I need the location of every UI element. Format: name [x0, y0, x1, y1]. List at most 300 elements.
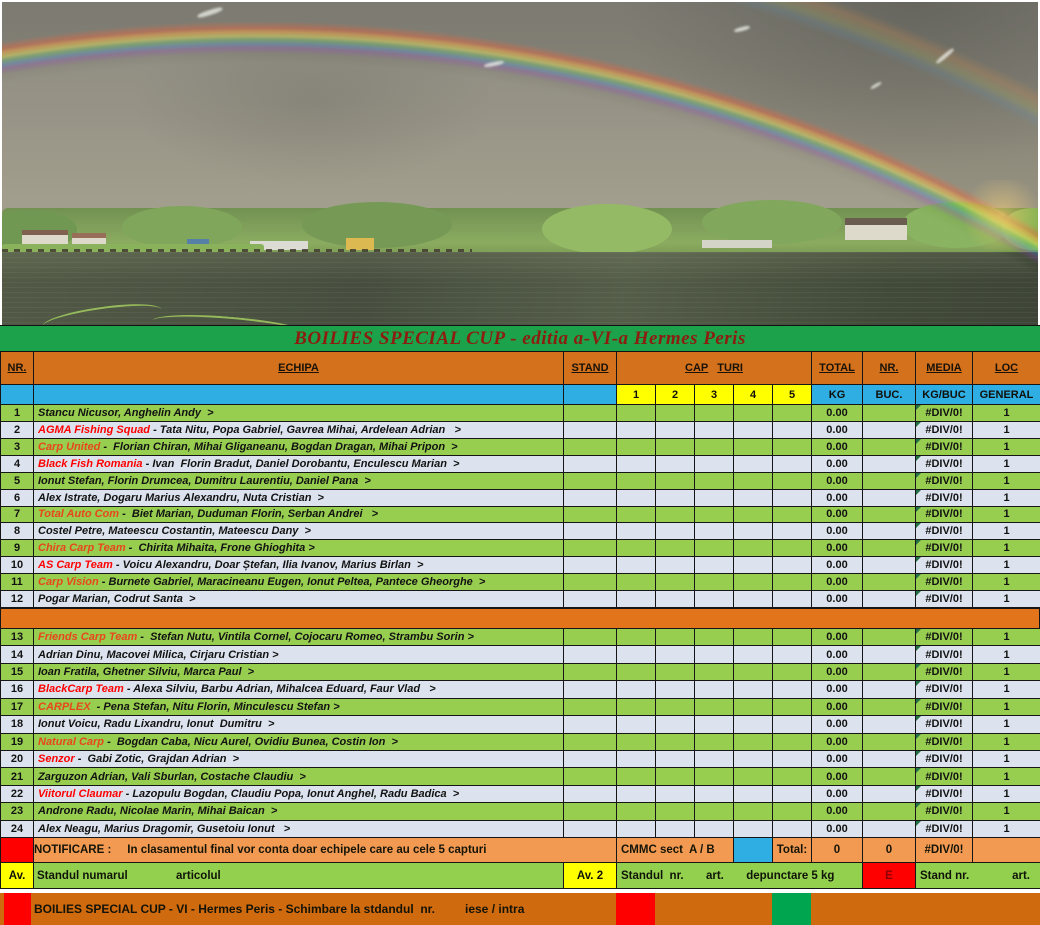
capture-5-cell[interactable]: [773, 768, 812, 785]
media-cell[interactable]: #DIV/0!: [916, 540, 973, 557]
capture-3-cell[interactable]: [695, 507, 734, 524]
capture-1-cell[interactable]: [617, 646, 656, 663]
capture-1-cell[interactable]: [617, 716, 656, 733]
capture-4-cell[interactable]: [734, 681, 773, 698]
loc-cell[interactable]: 1: [973, 716, 1040, 733]
total-kg-cell[interactable]: 0.00: [812, 456, 863, 473]
row-number[interactable]: 18: [1, 716, 34, 733]
loc-cell[interactable]: 1: [973, 629, 1040, 646]
stand-cell[interactable]: [564, 734, 617, 751]
media-cell[interactable]: #DIV/0!: [916, 473, 973, 490]
capture-5-cell[interactable]: [773, 456, 812, 473]
buc-cell[interactable]: [863, 540, 916, 557]
row-number[interactable]: 23: [1, 803, 34, 820]
buc-cell[interactable]: [863, 716, 916, 733]
media-cell[interactable]: #DIV/0!: [916, 629, 973, 646]
notification-blue-cell[interactable]: [734, 838, 773, 863]
team-cell[interactable]: [34, 456, 564, 473]
total-kg-cell[interactable]: 0.00: [812, 405, 863, 422]
buc-cell[interactable]: [863, 664, 916, 681]
capture-3-cell[interactable]: [695, 473, 734, 490]
loc-cell[interactable]: 1: [973, 507, 1040, 524]
capture-1-cell[interactable]: [617, 473, 656, 490]
capture-1-cell[interactable]: [617, 422, 656, 439]
row-number[interactable]: 6: [1, 490, 34, 507]
capture-4-cell[interactable]: [734, 540, 773, 557]
buc-cell[interactable]: [863, 803, 916, 820]
total-kg-cell[interactable]: 0.00: [812, 681, 863, 698]
row-number[interactable]: 24: [1, 821, 34, 838]
capture-4-cell[interactable]: [734, 557, 773, 574]
total-kg-cell[interactable]: 0.00: [812, 540, 863, 557]
capture-3-cell[interactable]: [695, 456, 734, 473]
media-cell[interactable]: #DIV/0!: [916, 456, 973, 473]
total-kg-cell[interactable]: 0.00: [812, 803, 863, 820]
capture-3-cell[interactable]: [695, 490, 734, 507]
capture-1-cell[interactable]: [617, 768, 656, 785]
total-kg-cell[interactable]: 0.00: [812, 699, 863, 716]
team-cell[interactable]: [34, 540, 564, 557]
row-number[interactable]: 2: [1, 422, 34, 439]
capture-4-cell[interactable]: [734, 507, 773, 524]
capture-3-cell[interactable]: [695, 557, 734, 574]
capture-1-cell[interactable]: [617, 574, 656, 591]
subheader-capture-2[interactable]: 2: [656, 385, 695, 405]
capture-4-cell[interactable]: [734, 456, 773, 473]
row-number[interactable]: 17: [1, 699, 34, 716]
capture-2-cell[interactable]: [656, 734, 695, 751]
team-cell[interactable]: [34, 574, 564, 591]
buc-cell[interactable]: [863, 507, 916, 524]
capture-4-cell[interactable]: [734, 803, 773, 820]
capture-2-cell[interactable]: [656, 664, 695, 681]
subheader-kgbuc[interactable]: KG/BUC: [916, 385, 973, 405]
capture-5-cell[interactable]: [773, 473, 812, 490]
stand-cell[interactable]: [564, 664, 617, 681]
buc-cell[interactable]: [863, 405, 916, 422]
team-cell[interactable]: [34, 646, 564, 663]
row-number[interactable]: 4: [1, 456, 34, 473]
capture-3-cell[interactable]: [695, 540, 734, 557]
capture-2-cell[interactable]: [656, 574, 695, 591]
media-cell[interactable]: #DIV/0!: [916, 507, 973, 524]
av-left-cell[interactable]: [34, 863, 564, 889]
stand-cell[interactable]: [564, 681, 617, 698]
total-kg-cell[interactable]: 0.00: [812, 490, 863, 507]
row-number[interactable]: 16: [1, 681, 34, 698]
media-cell[interactable]: #DIV/0!: [916, 786, 973, 803]
buc-cell[interactable]: [863, 591, 916, 608]
team-cell[interactable]: [34, 803, 564, 820]
total-kg-cell[interactable]: 0.00: [812, 523, 863, 540]
loc-cell[interactable]: 1: [973, 734, 1040, 751]
capture-3-cell[interactable]: [695, 574, 734, 591]
row-number[interactable]: 20: [1, 751, 34, 768]
capture-1-cell[interactable]: [617, 405, 656, 422]
row-number[interactable]: 3: [1, 439, 34, 456]
capture-3-cell[interactable]: [695, 734, 734, 751]
capture-4-cell[interactable]: [734, 646, 773, 663]
loc-cell[interactable]: 1: [973, 681, 1040, 698]
capture-4-cell[interactable]: [734, 490, 773, 507]
capture-4-cell[interactable]: [734, 629, 773, 646]
stand-cell[interactable]: [564, 422, 617, 439]
row-number[interactable]: 14: [1, 646, 34, 663]
total-kg-cell[interactable]: 0.00: [812, 716, 863, 733]
row-number[interactable]: 7: [1, 507, 34, 524]
capture-1-cell[interactable]: [617, 664, 656, 681]
capture-4-cell[interactable]: [734, 768, 773, 785]
capture-1-cell[interactable]: [617, 734, 656, 751]
buc-cell[interactable]: [863, 734, 916, 751]
footer-left-red-cell[interactable]: [4, 893, 31, 925]
buc-cell[interactable]: [863, 681, 916, 698]
capture-1-cell[interactable]: [617, 490, 656, 507]
capture-1-cell[interactable]: [617, 557, 656, 574]
buc-cell[interactable]: [863, 751, 916, 768]
capture-5-cell[interactable]: [773, 699, 812, 716]
media-cell[interactable]: #DIV/0!: [916, 699, 973, 716]
capture-3-cell[interactable]: [695, 422, 734, 439]
subheader-kg[interactable]: KG: [812, 385, 863, 405]
team-cell[interactable]: [34, 422, 564, 439]
team-cell[interactable]: [34, 439, 564, 456]
capture-4-cell[interactable]: [734, 574, 773, 591]
total-media-value[interactable]: #DIV/0!: [916, 838, 973, 863]
media-cell[interactable]: #DIV/0!: [916, 490, 973, 507]
subheader-buc[interactable]: BUC.: [863, 385, 916, 405]
buc-cell[interactable]: [863, 574, 916, 591]
loc-cell[interactable]: 1: [973, 768, 1040, 785]
header-media[interactable]: MEDIA: [916, 352, 973, 385]
stand-cell[interactable]: [564, 629, 617, 646]
stand-cell[interactable]: [564, 490, 617, 507]
capture-3-cell[interactable]: [695, 699, 734, 716]
loc-cell[interactable]: 1: [973, 523, 1040, 540]
team-cell[interactable]: [34, 786, 564, 803]
capture-5-cell[interactable]: [773, 439, 812, 456]
capture-1-cell[interactable]: [617, 751, 656, 768]
loc-cell[interactable]: 1: [973, 405, 1040, 422]
capture-5-cell[interactable]: [773, 821, 812, 838]
buc-cell[interactable]: [863, 768, 916, 785]
stand-cell[interactable]: [564, 821, 617, 838]
buc-cell[interactable]: [863, 786, 916, 803]
row-number[interactable]: 9: [1, 540, 34, 557]
capture-5-cell[interactable]: [773, 681, 812, 698]
media-cell[interactable]: #DIV/0!: [916, 557, 973, 574]
loc-cell[interactable]: 1: [973, 456, 1040, 473]
media-cell[interactable]: #DIV/0!: [916, 646, 973, 663]
capture-4-cell[interactable]: [734, 751, 773, 768]
stand-cell[interactable]: [564, 523, 617, 540]
capture-5-cell[interactable]: [773, 405, 812, 422]
row-number[interactable]: 21: [1, 768, 34, 785]
capture-5-cell[interactable]: [773, 490, 812, 507]
capture-2-cell[interactable]: [656, 821, 695, 838]
capture-5-cell[interactable]: [773, 591, 812, 608]
capture-2-cell[interactable]: [656, 591, 695, 608]
capture-2-cell[interactable]: [656, 490, 695, 507]
capture-4-cell[interactable]: [734, 786, 773, 803]
capture-3-cell[interactable]: [695, 786, 734, 803]
loc-cell[interactable]: 1: [973, 574, 1040, 591]
buc-cell[interactable]: [863, 523, 916, 540]
capture-4-cell[interactable]: [734, 699, 773, 716]
capture-2-cell[interactable]: [656, 439, 695, 456]
capture-2-cell[interactable]: [656, 540, 695, 557]
capture-5-cell[interactable]: [773, 629, 812, 646]
team-cell[interactable]: [34, 751, 564, 768]
media-cell[interactable]: #DIV/0!: [916, 574, 973, 591]
capture-5-cell[interactable]: [773, 751, 812, 768]
total-kg-cell[interactable]: 0.00: [812, 629, 863, 646]
capture-4-cell[interactable]: [734, 821, 773, 838]
subheader-empty-nr[interactable]: [1, 385, 34, 405]
stand-cell[interactable]: [564, 716, 617, 733]
total-kg-cell[interactable]: 0.00: [812, 646, 863, 663]
team-cell[interactable]: [34, 490, 564, 507]
total-kg-cell[interactable]: 0.00: [812, 786, 863, 803]
header-total[interactable]: TOTAL: [812, 352, 863, 385]
capture-3-cell[interactable]: [695, 751, 734, 768]
capture-3-cell[interactable]: [695, 523, 734, 540]
total-kg-value[interactable]: 0: [812, 838, 863, 863]
loc-cell[interactable]: 1: [973, 664, 1040, 681]
stand-cell[interactable]: [564, 507, 617, 524]
capture-2-cell[interactable]: [656, 422, 695, 439]
capture-4-cell[interactable]: [734, 734, 773, 751]
stand-cell[interactable]: [564, 540, 617, 557]
capture-4-cell[interactable]: [734, 716, 773, 733]
capture-3-cell[interactable]: [695, 803, 734, 820]
row-number[interactable]: 8: [1, 523, 34, 540]
media-cell[interactable]: #DIV/0!: [916, 664, 973, 681]
capture-5-cell[interactable]: [773, 803, 812, 820]
team-cell[interactable]: [34, 821, 564, 838]
subheader-capture-5[interactable]: 5: [773, 385, 812, 405]
header-nr2[interactable]: NR.: [863, 352, 916, 385]
subheader-capture-3[interactable]: 3: [695, 385, 734, 405]
capture-2-cell[interactable]: [656, 646, 695, 663]
media-cell[interactable]: #DIV/0!: [916, 768, 973, 785]
stand-cell[interactable]: [564, 439, 617, 456]
capture-4-cell[interactable]: [734, 439, 773, 456]
loc-cell[interactable]: 1: [973, 786, 1040, 803]
capture-3-cell[interactable]: [695, 821, 734, 838]
buc-cell[interactable]: [863, 629, 916, 646]
total-kg-cell[interactable]: 0.00: [812, 591, 863, 608]
loc-cell[interactable]: 1: [973, 803, 1040, 820]
media-cell[interactable]: #DIV/0!: [916, 422, 973, 439]
loc-cell[interactable]: 1: [973, 422, 1040, 439]
stand-cell[interactable]: [564, 557, 617, 574]
total-kg-cell[interactable]: 0.00: [812, 751, 863, 768]
stand-cell[interactable]: [564, 768, 617, 785]
capture-1-cell[interactable]: [617, 439, 656, 456]
media-cell[interactable]: #DIV/0!: [916, 681, 973, 698]
notification-text[interactable]: NOTIFICARE : In clasamentul final vor conta doar echipele care au cele 5 capturi: [34, 838, 617, 863]
team-cell[interactable]: [34, 768, 564, 785]
team-cell[interactable]: [34, 734, 564, 751]
total-buc-value[interactable]: 0: [863, 838, 916, 863]
team-cell[interactable]: [34, 405, 564, 422]
media-cell[interactable]: #DIV/0!: [916, 821, 973, 838]
stand-cell[interactable]: [564, 405, 617, 422]
loc-cell[interactable]: 1: [973, 646, 1040, 663]
capture-5-cell[interactable]: [773, 557, 812, 574]
capture-4-cell[interactable]: [734, 523, 773, 540]
subheader-empty-echipa[interactable]: [34, 385, 564, 405]
buc-cell[interactable]: [863, 699, 916, 716]
row-number[interactable]: 5: [1, 473, 34, 490]
capture-5-cell[interactable]: [773, 734, 812, 751]
capture-2-cell[interactable]: [656, 456, 695, 473]
av-label[interactable]: Av.: [1, 863, 34, 889]
capture-5-cell[interactable]: [773, 507, 812, 524]
stand-cell[interactable]: [564, 473, 617, 490]
capture-1-cell[interactable]: [617, 523, 656, 540]
capture-5-cell[interactable]: [773, 540, 812, 557]
buc-cell[interactable]: [863, 439, 916, 456]
capture-4-cell[interactable]: [734, 405, 773, 422]
media-cell[interactable]: #DIV/0!: [916, 591, 973, 608]
buc-cell[interactable]: [863, 422, 916, 439]
notification-empty-cell[interactable]: [973, 838, 1040, 863]
team-cell[interactable]: [34, 523, 564, 540]
buc-cell[interactable]: [863, 473, 916, 490]
capture-5-cell[interactable]: [773, 422, 812, 439]
capture-2-cell[interactable]: [656, 699, 695, 716]
capture-1-cell[interactable]: [617, 591, 656, 608]
capture-4-cell[interactable]: [734, 591, 773, 608]
buc-cell[interactable]: [863, 557, 916, 574]
team-cell[interactable]: [34, 473, 564, 490]
header-capturi[interactable]: CAP TURI: [617, 352, 812, 385]
media-cell[interactable]: #DIV/0!: [916, 716, 973, 733]
notification-red-cell[interactable]: [1, 838, 34, 863]
capture-1-cell[interactable]: [617, 629, 656, 646]
team-cell[interactable]: [34, 507, 564, 524]
total-kg-cell[interactable]: 0.00: [812, 473, 863, 490]
media-cell[interactable]: #DIV/0!: [916, 405, 973, 422]
capture-1-cell[interactable]: [617, 699, 656, 716]
media-cell[interactable]: #DIV/0!: [916, 734, 973, 751]
capture-3-cell[interactable]: [695, 681, 734, 698]
team-cell[interactable]: [34, 629, 564, 646]
media-cell[interactable]: #DIV/0!: [916, 751, 973, 768]
stand-cell[interactable]: [564, 786, 617, 803]
loc-cell[interactable]: 1: [973, 557, 1040, 574]
stand-cell[interactable]: [564, 803, 617, 820]
total-kg-cell[interactable]: 0.00: [812, 439, 863, 456]
total-kg-cell[interactable]: 0.00: [812, 768, 863, 785]
capture-3-cell[interactable]: [695, 591, 734, 608]
capture-5-cell[interactable]: [773, 523, 812, 540]
capture-2-cell[interactable]: [656, 716, 695, 733]
stand-cell[interactable]: [564, 646, 617, 663]
capture-5-cell[interactable]: [773, 574, 812, 591]
cmmc-sector-cell[interactable]: CMMC sect A / B: [617, 838, 734, 863]
av-right-cell[interactable]: [916, 863, 1040, 889]
row-number[interactable]: 11: [1, 574, 34, 591]
capture-4-cell[interactable]: [734, 473, 773, 490]
total-kg-cell[interactable]: 0.00: [812, 734, 863, 751]
loc-cell[interactable]: 1: [973, 473, 1040, 490]
total-kg-cell[interactable]: 0.00: [812, 664, 863, 681]
av-e-cell[interactable]: E: [863, 863, 916, 889]
capture-5-cell[interactable]: [773, 716, 812, 733]
row-number[interactable]: 12: [1, 591, 34, 608]
header-nr[interactable]: NR.: [1, 352, 34, 385]
stand-cell[interactable]: [564, 574, 617, 591]
footer-iese-red-cell[interactable]: [616, 893, 655, 925]
header-echipa[interactable]: ECHIPA: [34, 352, 564, 385]
stand-cell[interactable]: [564, 699, 617, 716]
capture-1-cell[interactable]: [617, 681, 656, 698]
total-label[interactable]: Total:: [773, 838, 812, 863]
capture-2-cell[interactable]: [656, 507, 695, 524]
subheader-general[interactable]: GENERAL: [973, 385, 1040, 405]
capture-2-cell[interactable]: [656, 557, 695, 574]
footer-intra-green-cell[interactable]: [772, 893, 811, 925]
subheader-capture-1[interactable]: 1: [617, 385, 656, 405]
capture-3-cell[interactable]: [695, 768, 734, 785]
capture-2-cell[interactable]: [656, 681, 695, 698]
capture-1-cell[interactable]: [617, 507, 656, 524]
capture-1-cell[interactable]: [617, 786, 656, 803]
av-mid-cell[interactable]: Standul nr. art. depunctare 5 kg: [617, 863, 863, 889]
capture-3-cell[interactable]: [695, 646, 734, 663]
capture-3-cell[interactable]: [695, 629, 734, 646]
subheader-empty-stand[interactable]: [564, 385, 617, 405]
capture-5-cell[interactable]: [773, 664, 812, 681]
capture-2-cell[interactable]: [656, 405, 695, 422]
capture-1-cell[interactable]: [617, 540, 656, 557]
capture-2-cell[interactable]: [656, 803, 695, 820]
total-kg-cell[interactable]: 0.00: [812, 422, 863, 439]
header-loc[interactable]: LOC: [973, 352, 1040, 385]
total-kg-cell[interactable]: 0.00: [812, 821, 863, 838]
loc-cell[interactable]: 1: [973, 591, 1040, 608]
capture-4-cell[interactable]: [734, 422, 773, 439]
stand-cell[interactable]: [564, 456, 617, 473]
row-number[interactable]: 15: [1, 664, 34, 681]
media-cell[interactable]: #DIV/0!: [916, 803, 973, 820]
team-cell[interactable]: [34, 591, 564, 608]
buc-cell[interactable]: [863, 821, 916, 838]
media-cell[interactable]: #DIV/0!: [916, 439, 973, 456]
stand-cell[interactable]: [564, 751, 617, 768]
subheader-capture-4[interactable]: 4: [734, 385, 773, 405]
capture-5-cell[interactable]: [773, 646, 812, 663]
buc-cell[interactable]: [863, 646, 916, 663]
row-number[interactable]: 19: [1, 734, 34, 751]
total-kg-cell[interactable]: 0.00: [812, 557, 863, 574]
capture-2-cell[interactable]: [656, 786, 695, 803]
row-number[interactable]: 13: [1, 629, 34, 646]
row-number[interactable]: 10: [1, 557, 34, 574]
capture-1-cell[interactable]: [617, 821, 656, 838]
capture-2-cell[interactable]: [656, 768, 695, 785]
loc-cell[interactable]: 1: [973, 439, 1040, 456]
stand-cell[interactable]: [564, 591, 617, 608]
buc-cell[interactable]: [863, 456, 916, 473]
loc-cell[interactable]: 1: [973, 821, 1040, 838]
team-cell[interactable]: [34, 681, 564, 698]
capture-5-cell[interactable]: [773, 786, 812, 803]
capture-2-cell[interactable]: [656, 473, 695, 490]
